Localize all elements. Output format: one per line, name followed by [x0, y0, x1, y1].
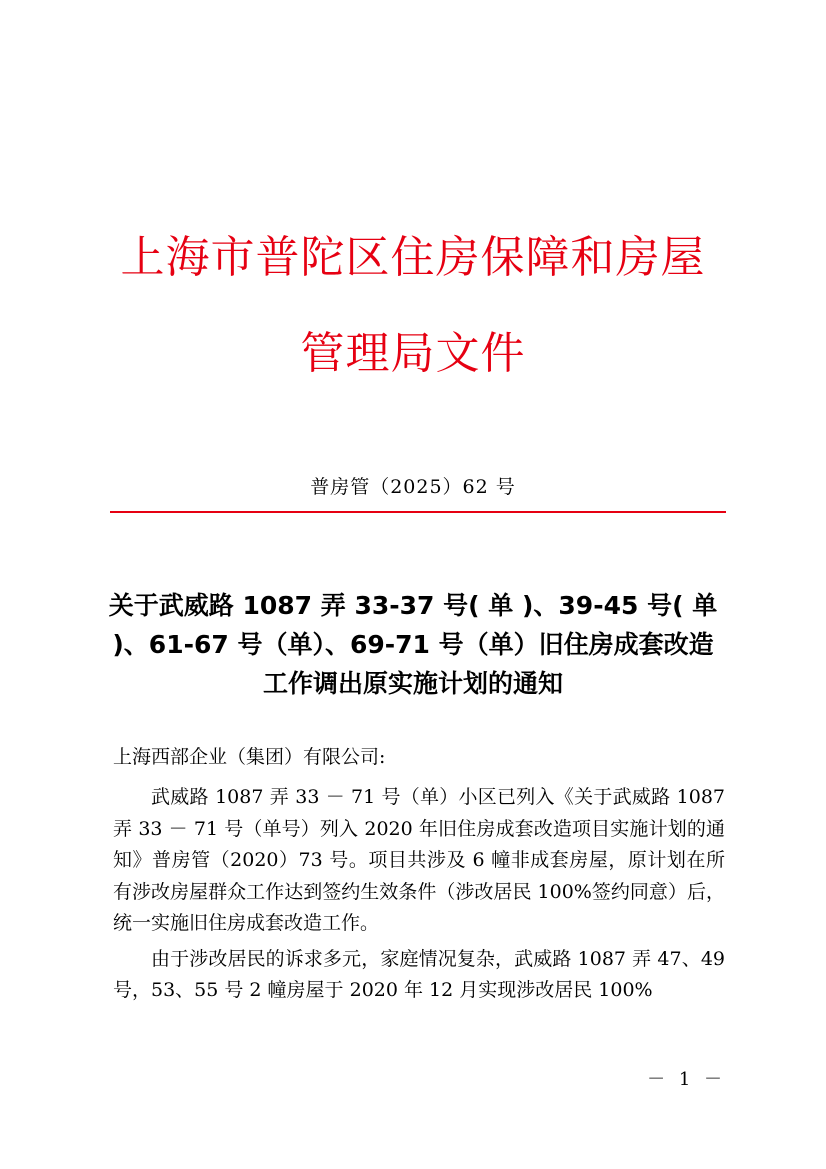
red-separator-line — [110, 511, 726, 513]
notice-body — [113, 782, 725, 1011]
recipient-line: 上海西部企业（集团）有限公司: — [113, 746, 386, 768]
page-number: － 1 － — [647, 1069, 726, 1090]
notice-title: 关于武威路 1087 弄 33-37 号( 单 )、39-45 号( 单 )、61-67 号（单）、69-71 号（单）旧住房成套改造工作调出原实施计划的通知 — [108, 591, 718, 698]
document-number: 普房管（2025）62 号 — [310, 476, 516, 498]
issuing-authority-title: 上海市普陀区住房保障和房屋管理局文件 — [120, 232, 706, 379]
body-paragraph-2: 由于涉改居民的诉求多元，家庭情况复杂，武威路 1087 弄 47、49 号，53、55 号 2 幢房屋于 2020 年 12 月实现涉改居民 100% — [113, 947, 725, 1001]
body-paragraph-1: 武威路 1087 弄 33 － 71 号（单）小区已列入《关于武威路 1087 弄 33 － 71 号（单号）列入 2020 年旧住房成套改造项目实施计划的通知》普房管（2020）73 号。项目共涉及 6 幢非成套房屋，原计划在所有涉改房屋群众工作达到签约生效条件（涉改居民 100%签约同意）后，统一实施旧住房成套改造工作。 — [113, 786, 725, 934]
